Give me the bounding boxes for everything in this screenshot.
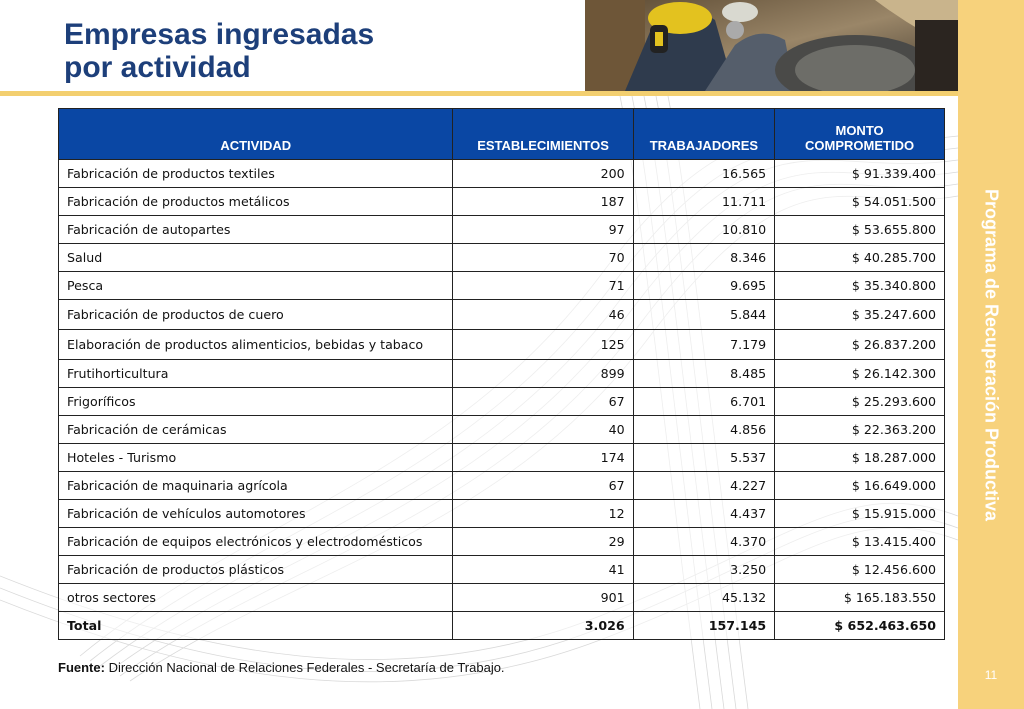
cell-workers: 4.370 <box>633 528 775 556</box>
cell-amount: $ 22.363.200 <box>775 416 945 444</box>
cell-workers: 4.227 <box>633 472 775 500</box>
cell-establishments: 899 <box>453 360 633 388</box>
table-row <box>59 300 945 330</box>
welder-photo <box>585 0 958 91</box>
cell-workers: 4.856 <box>633 416 775 444</box>
table-row <box>59 500 945 528</box>
cell-establishments: 67 <box>453 388 633 416</box>
page-title <box>64 18 374 84</box>
cell-establishments: 41 <box>453 556 633 584</box>
cell-establishments: 12 <box>453 500 633 528</box>
cell-establishments: 71 <box>453 272 633 300</box>
photo-illustration <box>585 0 958 91</box>
cell-amount: $ 25.293.600 <box>775 388 945 416</box>
cell-activity: Fabricación de productos plásticos <box>59 556 453 584</box>
table-row <box>59 216 945 244</box>
title-line-1: Empresas ingresadas <box>64 18 375 51</box>
cell-workers: 45.132 <box>633 584 775 612</box>
header-activity: ACTIVIDAD <box>59 109 453 160</box>
cell-amount: $ 40.285.700 <box>775 244 945 272</box>
cell-activity: Fabricación de productos metálicos <box>59 188 453 216</box>
table-row <box>59 244 945 272</box>
cell-establishments: 40 <box>453 416 633 444</box>
header-workers: TRABAJADORES <box>633 109 775 160</box>
cell-amount: $ 35.247.600 <box>775 300 945 330</box>
cell-amount: $ 15.915.000 <box>775 500 945 528</box>
total-workers: 157.145 <box>633 612 775 640</box>
cell-amount: $ 26.142.300 <box>775 360 945 388</box>
cell-activity: Fabricación de maquinaria agrícola <box>59 472 453 500</box>
cell-amount: $ 18.287.000 <box>775 444 945 472</box>
cell-establishments: 901 <box>453 584 633 612</box>
cell-activity: otros sectores <box>59 584 453 612</box>
page-number: 11 <box>984 668 998 682</box>
cell-activity: Fabricación de cerámicas <box>59 416 453 444</box>
table-row <box>59 416 945 444</box>
table-row <box>59 584 945 612</box>
cell-amount: $ 12.456.600 <box>775 556 945 584</box>
header-amount-line-2: COMPROMETIDO <box>805 138 915 153</box>
cell-activity: Frutihorticultura <box>59 360 453 388</box>
cell-workers: 9.695 <box>633 272 775 300</box>
cell-establishments: 67 <box>453 472 633 500</box>
cell-workers: 8.485 <box>633 360 775 388</box>
table-row <box>59 444 945 472</box>
cell-activity: Salud <box>59 244 453 272</box>
cell-workers: 7.179 <box>633 330 775 360</box>
cell-amount: $ 54.051.500 <box>775 188 945 216</box>
cell-amount: $ 91.339.400 <box>775 160 945 188</box>
cell-workers: 11.711 <box>633 188 775 216</box>
table-header-row <box>59 109 945 160</box>
cell-amount: $ 26.837.200 <box>775 330 945 360</box>
activity-table <box>58 108 945 640</box>
program-name: Programa de Recuperación Productiva <box>981 188 1002 522</box>
cell-activity: Fabricación de autopartes <box>59 216 453 244</box>
cell-activity: Fabricación de productos de cuero <box>59 300 453 330</box>
cell-activity: Frigoríficos <box>59 388 453 416</box>
table-row <box>59 388 945 416</box>
cell-activity: Elaboración de productos alimenticios, bebidas y tabaco <box>59 330 453 360</box>
cell-establishments: 46 <box>453 300 633 330</box>
cell-amount: $ 165.183.550 <box>775 584 945 612</box>
cell-establishments: 97 <box>453 216 633 244</box>
table-row <box>59 556 945 584</box>
source-label: Fuente: <box>58 660 105 675</box>
cell-activity: Fabricación de productos textiles <box>59 160 453 188</box>
table-row <box>59 360 945 388</box>
cell-establishments: 187 <box>453 188 633 216</box>
header-amount-line-1: MONTO <box>835 123 884 138</box>
cell-workers: 4.437 <box>633 500 775 528</box>
cell-workers: 5.844 <box>633 300 775 330</box>
cell-amount: $ 35.340.800 <box>775 272 945 300</box>
total-amount: $ 652.463.650 <box>775 612 945 640</box>
cell-activity: Pesca <box>59 272 453 300</box>
source-note <box>58 660 505 675</box>
cell-establishments: 200 <box>453 160 633 188</box>
cell-activity: Fabricación de vehículos automotores <box>59 500 453 528</box>
cell-workers: 3.250 <box>633 556 775 584</box>
table-row <box>59 188 945 216</box>
table-total-row <box>59 612 945 640</box>
total-label: Total <box>59 612 453 640</box>
total-establishments: 3.026 <box>453 612 633 640</box>
cell-activity: Fabricación de equipos electrónicos y electrodomésticos <box>59 528 453 556</box>
source-text: Dirección Nacional de Relaciones Federales - Secretaría de Trabajo. <box>104 660 505 675</box>
table-row <box>59 160 945 188</box>
cell-workers: 5.537 <box>633 444 775 472</box>
table-row <box>59 330 945 360</box>
cell-activity: Hoteles - Turismo <box>59 444 453 472</box>
cell-amount: $ 53.655.800 <box>775 216 945 244</box>
cell-establishments: 70 <box>453 244 633 272</box>
cell-establishments: 29 <box>453 528 633 556</box>
cell-workers: 10.810 <box>633 216 775 244</box>
table-row <box>59 472 945 500</box>
cell-establishments: 125 <box>453 330 633 360</box>
title-line-2: por actividad <box>64 51 251 84</box>
cell-amount: $ 13.415.400 <box>775 528 945 556</box>
cell-amount: $ 16.649.000 <box>775 472 945 500</box>
cell-workers: 16.565 <box>633 160 775 188</box>
header-establishments: ESTABLECIMIENTOS <box>453 109 633 160</box>
header-amount <box>775 109 945 160</box>
cell-workers: 8.346 <box>633 244 775 272</box>
table-row <box>59 272 945 300</box>
table-row <box>59 528 945 556</box>
cell-workers: 6.701 <box>633 388 775 416</box>
cell-establishments: 174 <box>453 444 633 472</box>
